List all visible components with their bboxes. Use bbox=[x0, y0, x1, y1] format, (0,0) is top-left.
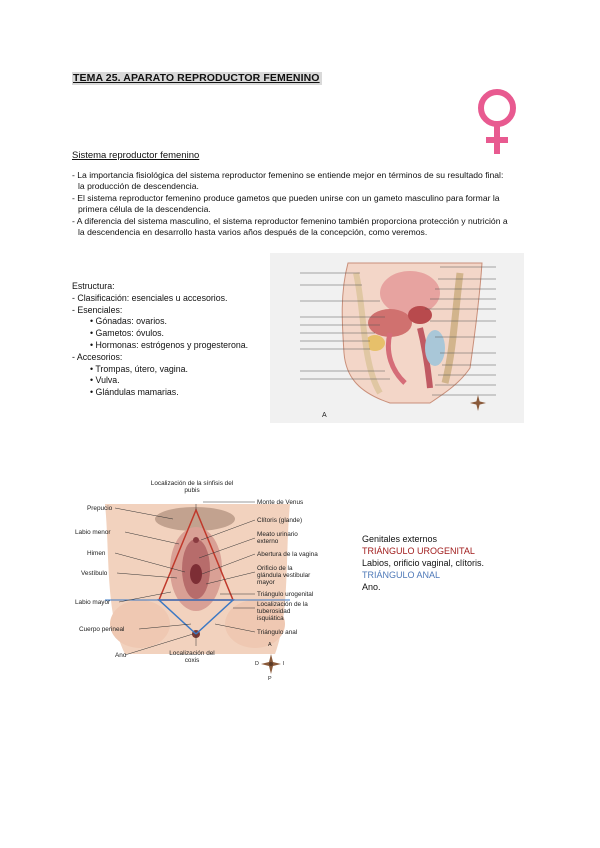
external-genitalia-notes bbox=[362, 533, 484, 593]
compass-left: I bbox=[283, 661, 285, 667]
label-vaginal-opening: Abertura de la vagina bbox=[257, 551, 318, 558]
label-ischial-tuberosity: Localización de la tuberosidad isquiática bbox=[257, 601, 308, 622]
symphysis-label: Localización de la sínfisis del pubis bbox=[150, 480, 234, 494]
structure-line: • Gametos: óvulos. bbox=[90, 328, 164, 339]
coccyx-label: Localización del coxis bbox=[169, 650, 215, 664]
label-anus: Ano bbox=[115, 652, 127, 659]
label-labia-minora: Labio menor bbox=[75, 529, 111, 536]
compass-anterior: A bbox=[268, 642, 272, 648]
sagittal-section-figure bbox=[270, 253, 524, 423]
structure-list bbox=[72, 281, 272, 399]
label-perineal-body: Cuerpo perineal bbox=[79, 626, 125, 633]
label-vestibule: Vestíbulo bbox=[81, 570, 108, 577]
structure-line: - Clasificación: esenciales u accesorios. bbox=[72, 292, 228, 303]
section-title: Sistema reproductor femenino bbox=[72, 150, 200, 161]
page-title: TEMA 25. APARATO REPRODUCTOR FEMENINO bbox=[73, 72, 320, 84]
label-urogenital-triangle: Triángulo urogenital bbox=[257, 591, 314, 598]
intro-bullet: - El sistema reproductor femenino produce gametos que pueden unirse con un gameto masculino para formar la primera célula de la descendencia. bbox=[72, 193, 500, 214]
structure-line: • Gónadas: ovarios. bbox=[90, 316, 167, 327]
structure-line: - Esenciales: bbox=[72, 304, 123, 315]
structure-heading: Estructura: bbox=[72, 281, 115, 291]
urogenital-triangle-text: Labios, orificio vaginal, clítoris. bbox=[362, 558, 485, 568]
label-prepuce: Prepucio bbox=[87, 505, 113, 512]
structure-line: • Vulva. bbox=[90, 375, 120, 386]
label-clitoris: Clítoris (glande) bbox=[257, 517, 303, 524]
label-greater-vestibular-gland: Orificio de la glándula vestibular mayor bbox=[257, 565, 311, 586]
compass-posterior: P bbox=[268, 676, 272, 682]
label-mons-pubis: Monte de Venus bbox=[257, 499, 304, 506]
label-labia-majora: Labio mayor bbox=[75, 599, 111, 606]
structure-line: - Accesorios: bbox=[72, 351, 123, 362]
intro-bullets bbox=[72, 170, 512, 239]
intro-bullet: - La importancia fisiológica del sistema reproductor femenino se entiende mejor en términos de su resultado final: la producción de descendencia. bbox=[72, 170, 504, 191]
structure-line: • Hormonas: estrógenos y progesterona. bbox=[90, 339, 249, 350]
external-heading: Genitales externos bbox=[362, 534, 438, 544]
label-hymen: Himen bbox=[87, 550, 106, 557]
label-urethral-meatus: Meato urinario externo bbox=[257, 531, 298, 545]
female-symbol-icon bbox=[467, 84, 527, 166]
intro-bullet: - A diferencia del sistema masculino, el sistema reproductor femenino también proporciona protección y nutrición a la descendencia en desarrollo hasta varios años después de la concepción, como veremos. bbox=[72, 216, 508, 237]
anal-triangle-text: Ano. bbox=[362, 582, 381, 592]
figure-panel-letter: A bbox=[322, 412, 327, 419]
external-genitalia-figure bbox=[75, 474, 330, 682]
structure-line: • Trompas, útero, vagina. bbox=[90, 363, 188, 374]
urogenital-triangle-title: TRIÁNGULO UROGENITAL bbox=[362, 546, 475, 556]
structure-line: • Glándulas mamarias. bbox=[90, 387, 179, 398]
compass-right: D bbox=[255, 661, 259, 667]
anal-triangle-title: TRIÁNGULO ANAL bbox=[362, 570, 441, 580]
label-anal-triangle: Triángulo anal bbox=[257, 629, 298, 636]
